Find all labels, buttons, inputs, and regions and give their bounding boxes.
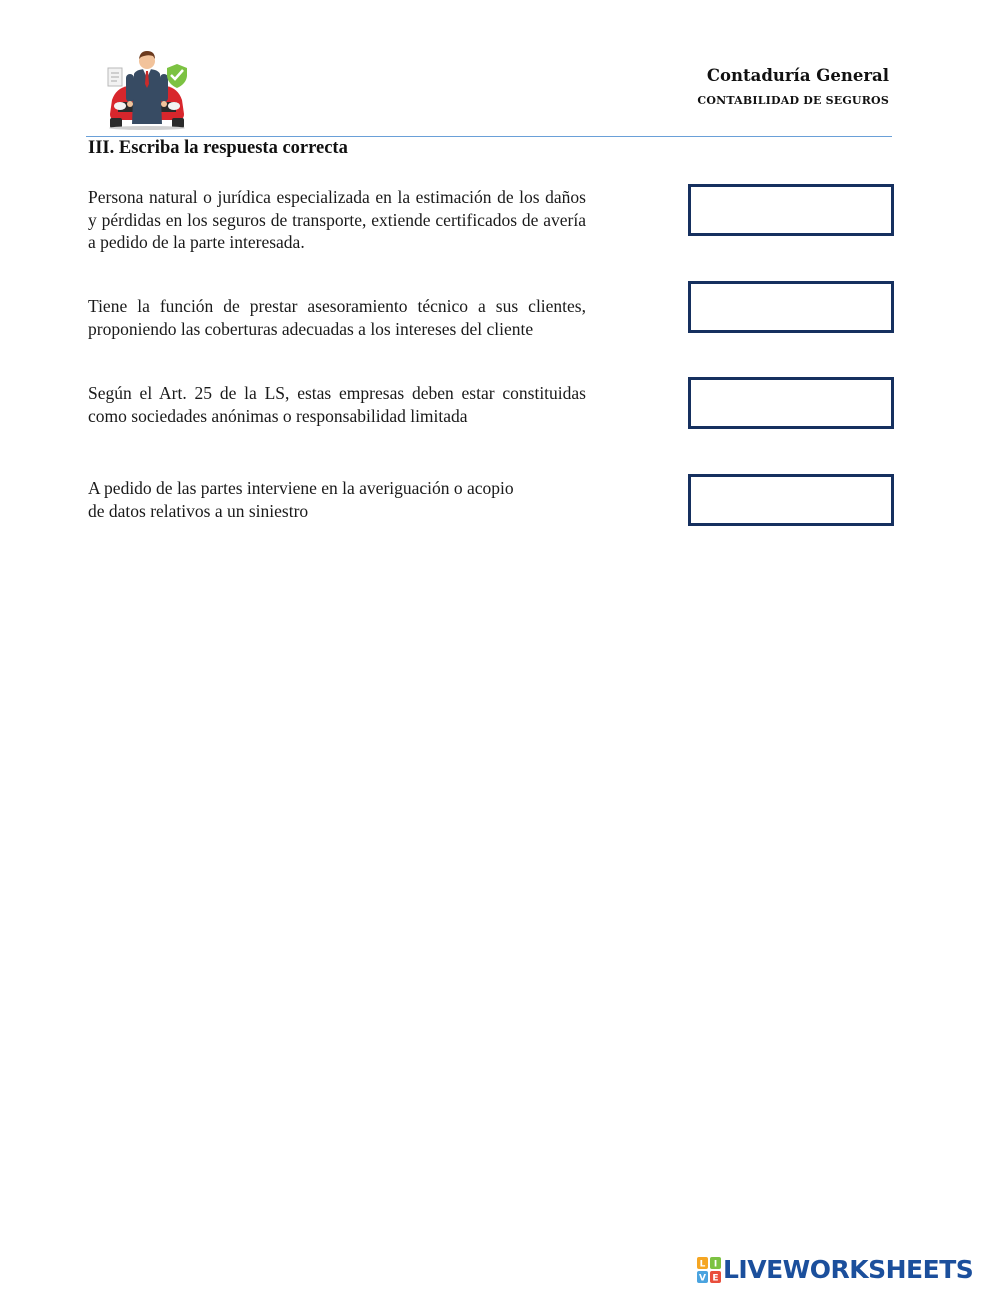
answer-input-1[interactable] [691,187,891,233]
answer-input-4[interactable] [691,477,891,523]
liveworksheets-icon [697,1257,721,1283]
question-1-text: Persona natural o jurídica especializada en la estimación de los daños y pérdidas en los seguros de transporte, extiende certificados de avería a pedido de la parte interesada. [88,187,586,252]
header-title: Contaduría General [706,66,889,85]
liveworksheets-logo [697,1256,973,1284]
question-2-text: Tiene la función de prestar asesoramiento técnico a sus clientes, proponiendo las coberturas adecuadas a los intereses del cliente [88,296,586,339]
answer-input-3[interactable] [691,380,891,426]
svg-text:L: L [699,1259,706,1270]
question-4-text: A pedido de las partes interviene en la averiguación o acopio de datos relativos a un siniestro [88,478,514,521]
header-divider [86,136,892,137]
answer-box-4[interactable] [688,474,894,526]
answer-input-2[interactable] [691,284,891,330]
svg-text:V: V [699,1273,706,1283]
section-title: III. Escriba la respuesta correcta [88,138,348,158]
insurance-agent-car-logo [104,48,190,130]
svg-text:I: I [713,1259,718,1270]
question-3-text: Según el Art. 25 de la LS, estas empresas deben estar constituidas como sociedades anónimas o responsabilidad limitada [88,383,586,426]
header-subtitle: CONTABILIDAD DE SEGUROS [697,94,889,107]
svg-text:E: E [712,1273,719,1283]
answer-box-1[interactable] [688,184,894,236]
answer-box-2[interactable] [688,281,894,333]
brand-name: LIVEWORKSHEETS [723,1255,974,1284]
answer-box-3[interactable] [688,377,894,429]
